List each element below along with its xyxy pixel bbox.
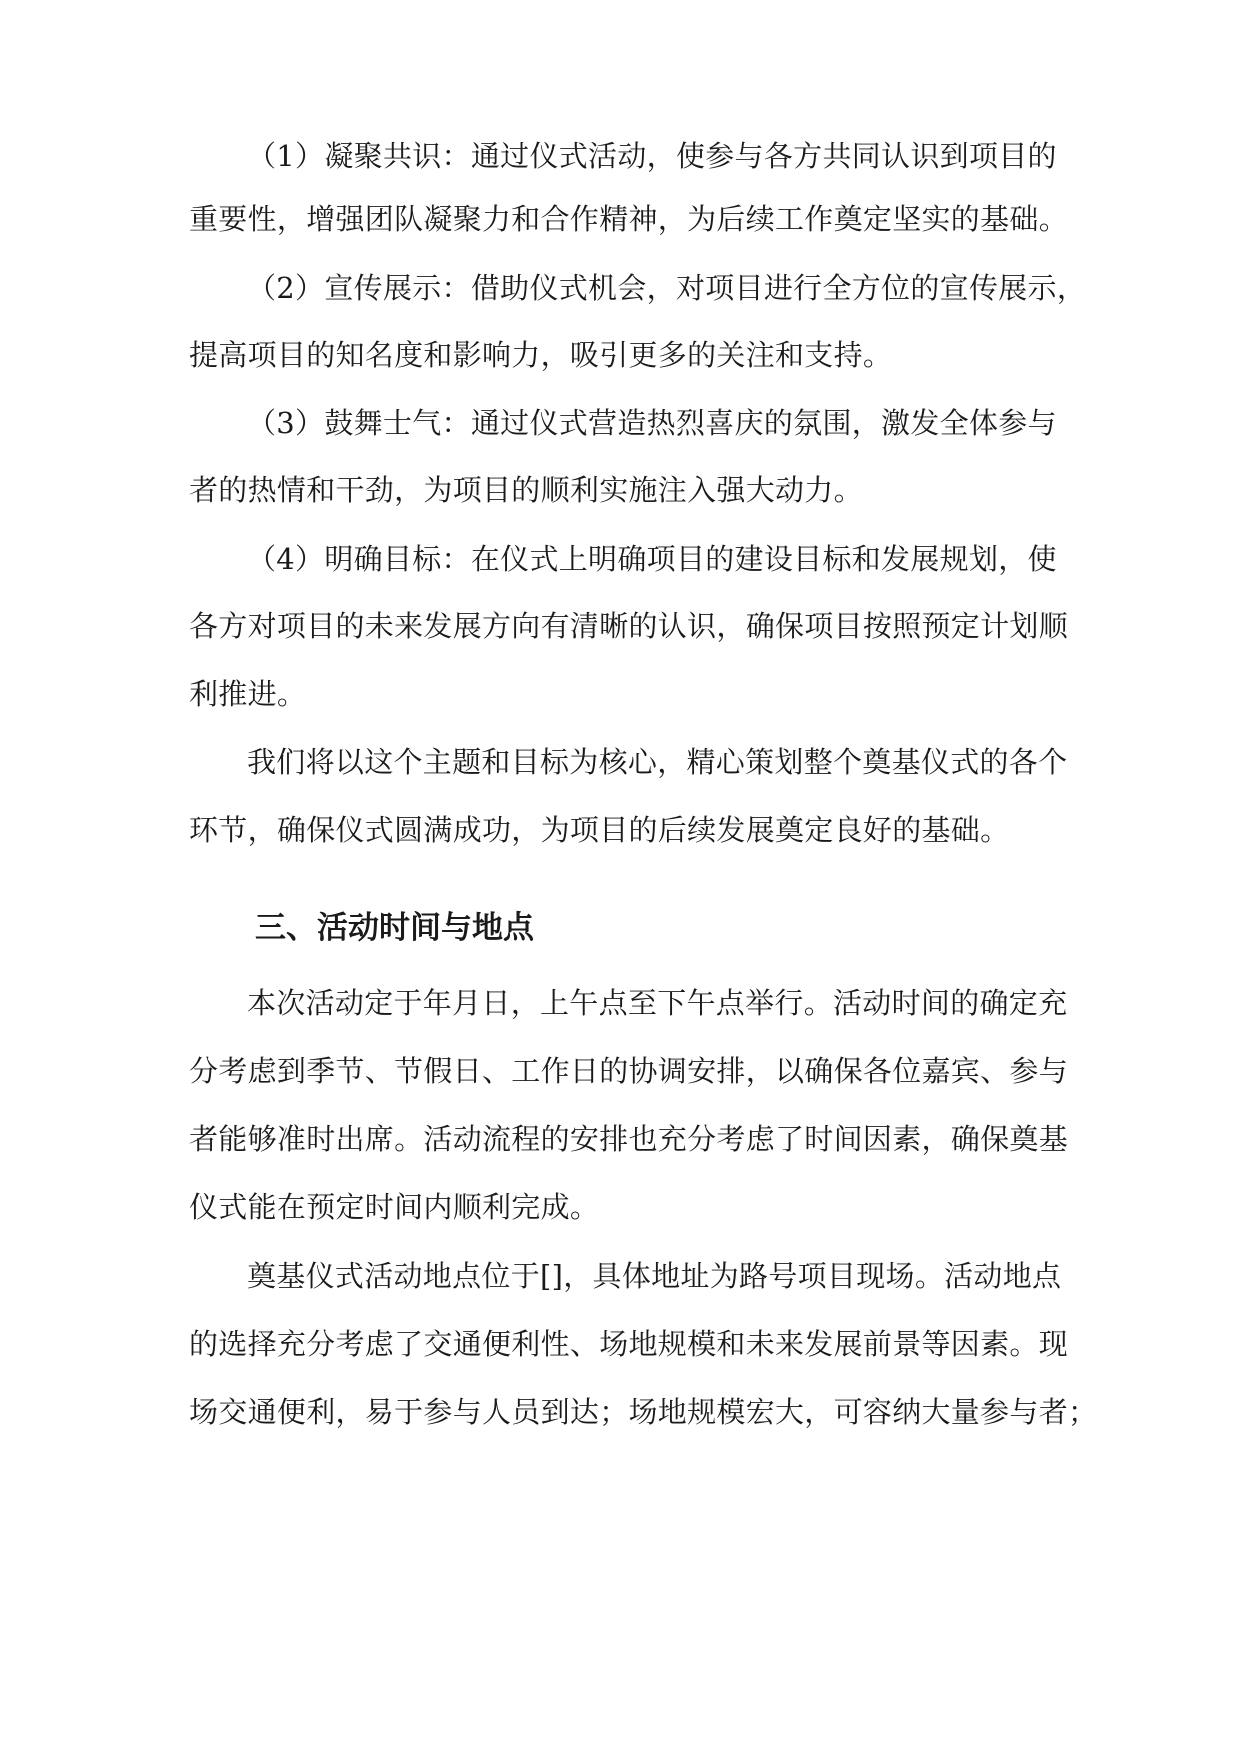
goal-1-line-1: （1）凝聚共识：通过仪式活动，使参与各方共同认识到项目的	[247, 139, 1057, 173]
time-paragraph-line-4: 仪式能在预定时间内顺利完成。	[189, 1190, 600, 1224]
section-heading: 三、活动时间与地点	[255, 910, 534, 946]
goal-4-line-1: （4）明确目标：在仪式上明确项目的建设目标和发展规划，使	[247, 542, 1057, 576]
goal-4-line-2: 各方对项目的未来发展方向有清晰的认识，确保项目按照预定计划顺	[189, 609, 1069, 643]
goal-1-line-2: 重要性，增强团队凝聚力和合作精神，为后续工作奠定坚实的基础。	[189, 202, 1069, 236]
time-paragraph-line-1: 本次活动定于年月日，上午点至下午点举行。活动时间的确定充	[247, 986, 1068, 1020]
summary-line-2: 环节，确保仪式圆满成功，为项目的后续发展奠定良好的基础。	[189, 813, 1010, 847]
goal-3-line-2: 者的热情和干劲，为项目的顺利实施注入强大动力。	[189, 473, 863, 507]
goal-3-line-1: （3）鼓舞士气：通过仪式营造热烈喜庆的氛围，激发全体参与	[247, 406, 1057, 440]
location-paragraph-line-1: 奠基仪式活动地点位于[]，具体地址为路号项目现场。活动地点	[247, 1259, 1062, 1293]
location-paragraph-line-2: 的选择充分考虑了交通便利性、场地规模和未来发展前景等因素。现	[189, 1327, 1069, 1361]
goal-2-line-2: 提高项目的知名度和影响力，吸引更多的关注和支持。	[189, 338, 893, 372]
goal-4-line-3: 利推进。	[189, 677, 307, 711]
summary-line-1: 我们将以这个主题和目标为核心，精心策划整个奠基仪式的各个	[247, 745, 1068, 779]
goal-2-line-1: （2）宣传展示：借助仪式机会，对项目进行全方位的宣传展示，	[247, 271, 1087, 305]
time-paragraph-line-2: 分考虑到季节、节假日、工作日的协调安排，以确保各位嘉宾、参与	[189, 1054, 1069, 1088]
time-paragraph-line-3: 者能够准时出席。活动流程的安排也充分考虑了时间因素，确保奠基	[189, 1122, 1069, 1156]
location-paragraph-line-3: 场交通便利，易于参与人员到达；场地规模宏大，可容纳大量参与者；	[189, 1395, 1098, 1429]
